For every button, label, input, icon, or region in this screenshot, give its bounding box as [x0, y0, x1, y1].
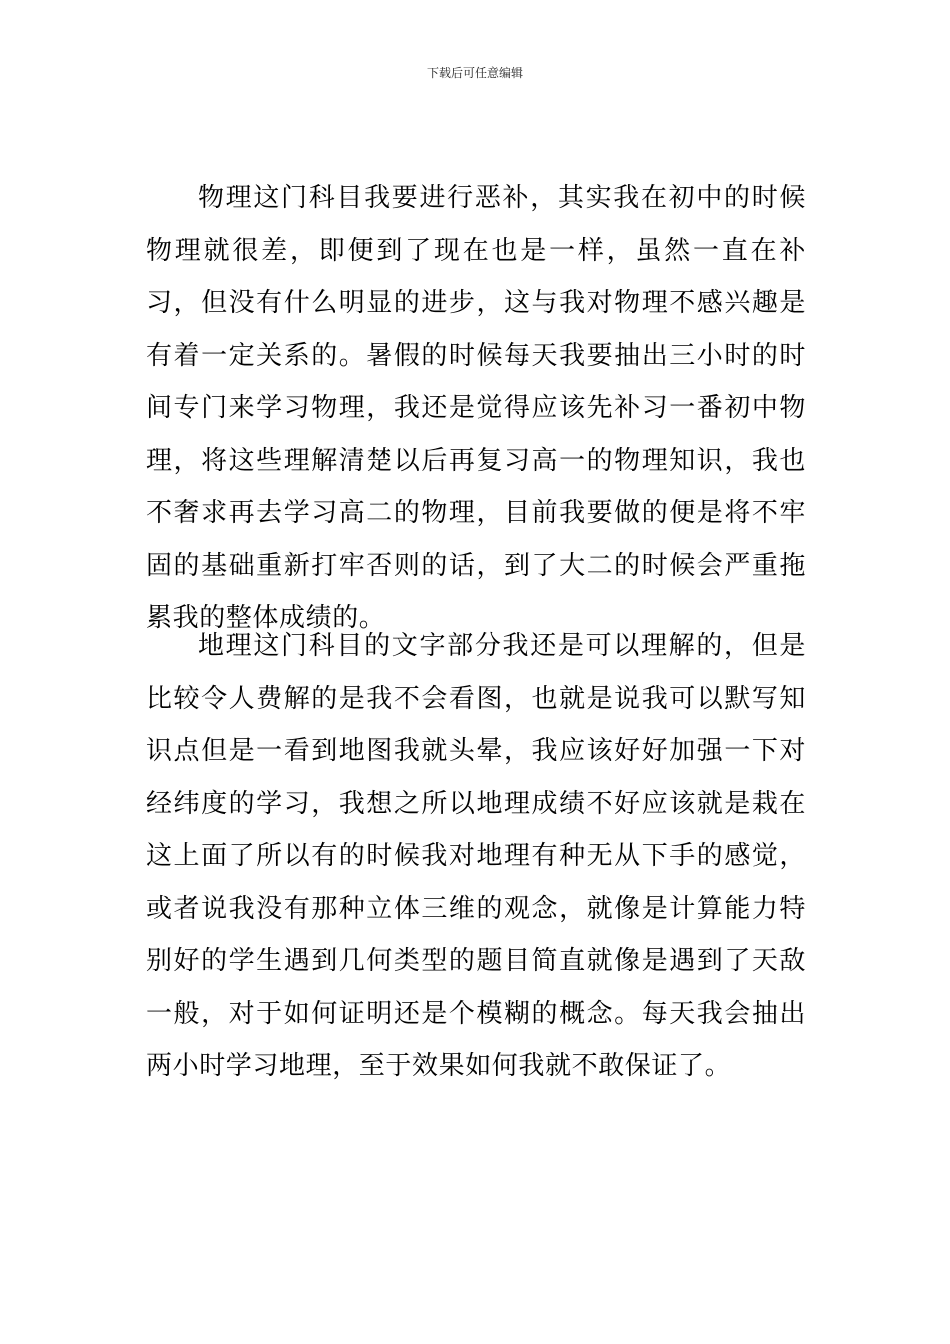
page-header: 下载后可任意编辑 [426, 66, 523, 80]
paragraph-physics: 物理这门科目我要进行恶补，其实我在初中的时候物理就很差，即便到了现在也是一样，虽然一直在补习，但没有什么明显的进步，这与我对物理不感兴趣是有着一定关系的。暑假的时候每天我要抽出三小时的时间专门来学习物理，我还是觉得应该先补习一番初中物理，将这些理解清楚以后再复习高一的物理知识，我也不奢求再去学习高二的物理，目前我要做的便是将不牢固的基础重新打牢否则的话，到了大二的时候会严重拖累我的整体成绩的。 [146, 183, 806, 633]
paragraph-geography: 地理这门科目的文字部分我还是可以理解的，但是比较令人费解的是我不会看图，也就是说我可以默写知识点但是一看到地图我就头晕，我应该好好加强一下对经纬度的学习，我想之所以地理成绩不好应该就是栽在这上面了所以有的时候我对地理有种无从下手的感觉，或者说我没有那种立体三维的观念，就像是计算能力特别好的学生遇到几何类型的题目简直就像是遇到了天敌一般，对于如何证明还是个模糊的概念。每天我会抽出两小时学习地理，至于效果如何我就不敢保证了。 [146, 631, 806, 1081]
